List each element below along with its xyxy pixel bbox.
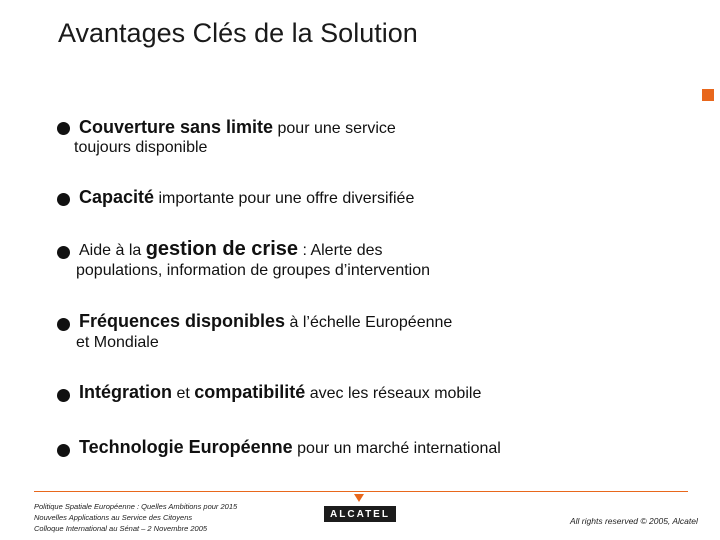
footer-line-3: Colloque International au Sénat – 2 Novembre 2005 [34, 524, 208, 533]
bullet-6-rest: pour un marché international [292, 440, 501, 457]
footer-line-2: Nouvelles Applications au Service des Citoyens [34, 513, 193, 522]
logo-text: ALCATEL [324, 506, 396, 522]
bullet-1-rest: pour une service [273, 120, 396, 137]
bullet-5-line-1 [79, 382, 481, 403]
slide-title: Avantages Clés de la Solution [58, 18, 418, 48]
logo-triangle-icon [354, 494, 364, 502]
bullet-icon [57, 246, 70, 259]
bullet-icon [57, 444, 70, 457]
bullet-3-rest: : Alerte des [298, 242, 383, 259]
bullet-4-rest: à l’échelle Européenne [285, 314, 453, 331]
bullet-3-pre: Aide à la [79, 242, 146, 259]
bullet-4-bold: Fréquences disponibles [79, 311, 286, 331]
bullet-icon [57, 193, 70, 206]
copyright-text: All rights reserved © 2005, Alcatel [570, 516, 698, 526]
bullet-3-line-1 [79, 238, 383, 261]
bullet-2-rest: importante pour une offre diversifiée [154, 190, 415, 207]
footer-divider [34, 491, 688, 492]
bullet-4-line-2: et Mondiale [76, 334, 159, 351]
bullet-5-mid: et [172, 385, 195, 402]
bullet-5-bold-b: compatibilité [194, 382, 306, 402]
bullet-icon [57, 389, 70, 402]
bullet-1-bold: Couverture sans limite [79, 117, 274, 137]
bullet-6-bold: Technologie Européenne [79, 437, 293, 457]
footer-line-1: Politique Spatiale Européenne : Quelles Ambitions pour 2015 [34, 502, 238, 511]
bullet-2-bold: Capacité [79, 187, 155, 207]
bullet-4-line-1 [79, 311, 452, 332]
bullet-1-line-1 [79, 117, 396, 138]
bullet-2-line-1 [79, 187, 414, 208]
bullet-6-line-1 [79, 437, 501, 458]
bullet-1-line-2: toujours disponible [74, 139, 208, 156]
bullet-3-line-2: populations, information de groupes d’intervention [76, 262, 431, 279]
bullet-icon [57, 122, 70, 135]
corner-accent-square [702, 89, 714, 101]
footer-event-info [34, 501, 237, 534]
bullet-3-bold: gestion de crise [145, 238, 298, 260]
alcatel-logo [324, 494, 396, 524]
bullet-5-rest: avec les réseaux mobile [305, 385, 482, 402]
bullet-5-bold-a: Intégration [79, 382, 172, 402]
bullet-icon [57, 318, 70, 331]
